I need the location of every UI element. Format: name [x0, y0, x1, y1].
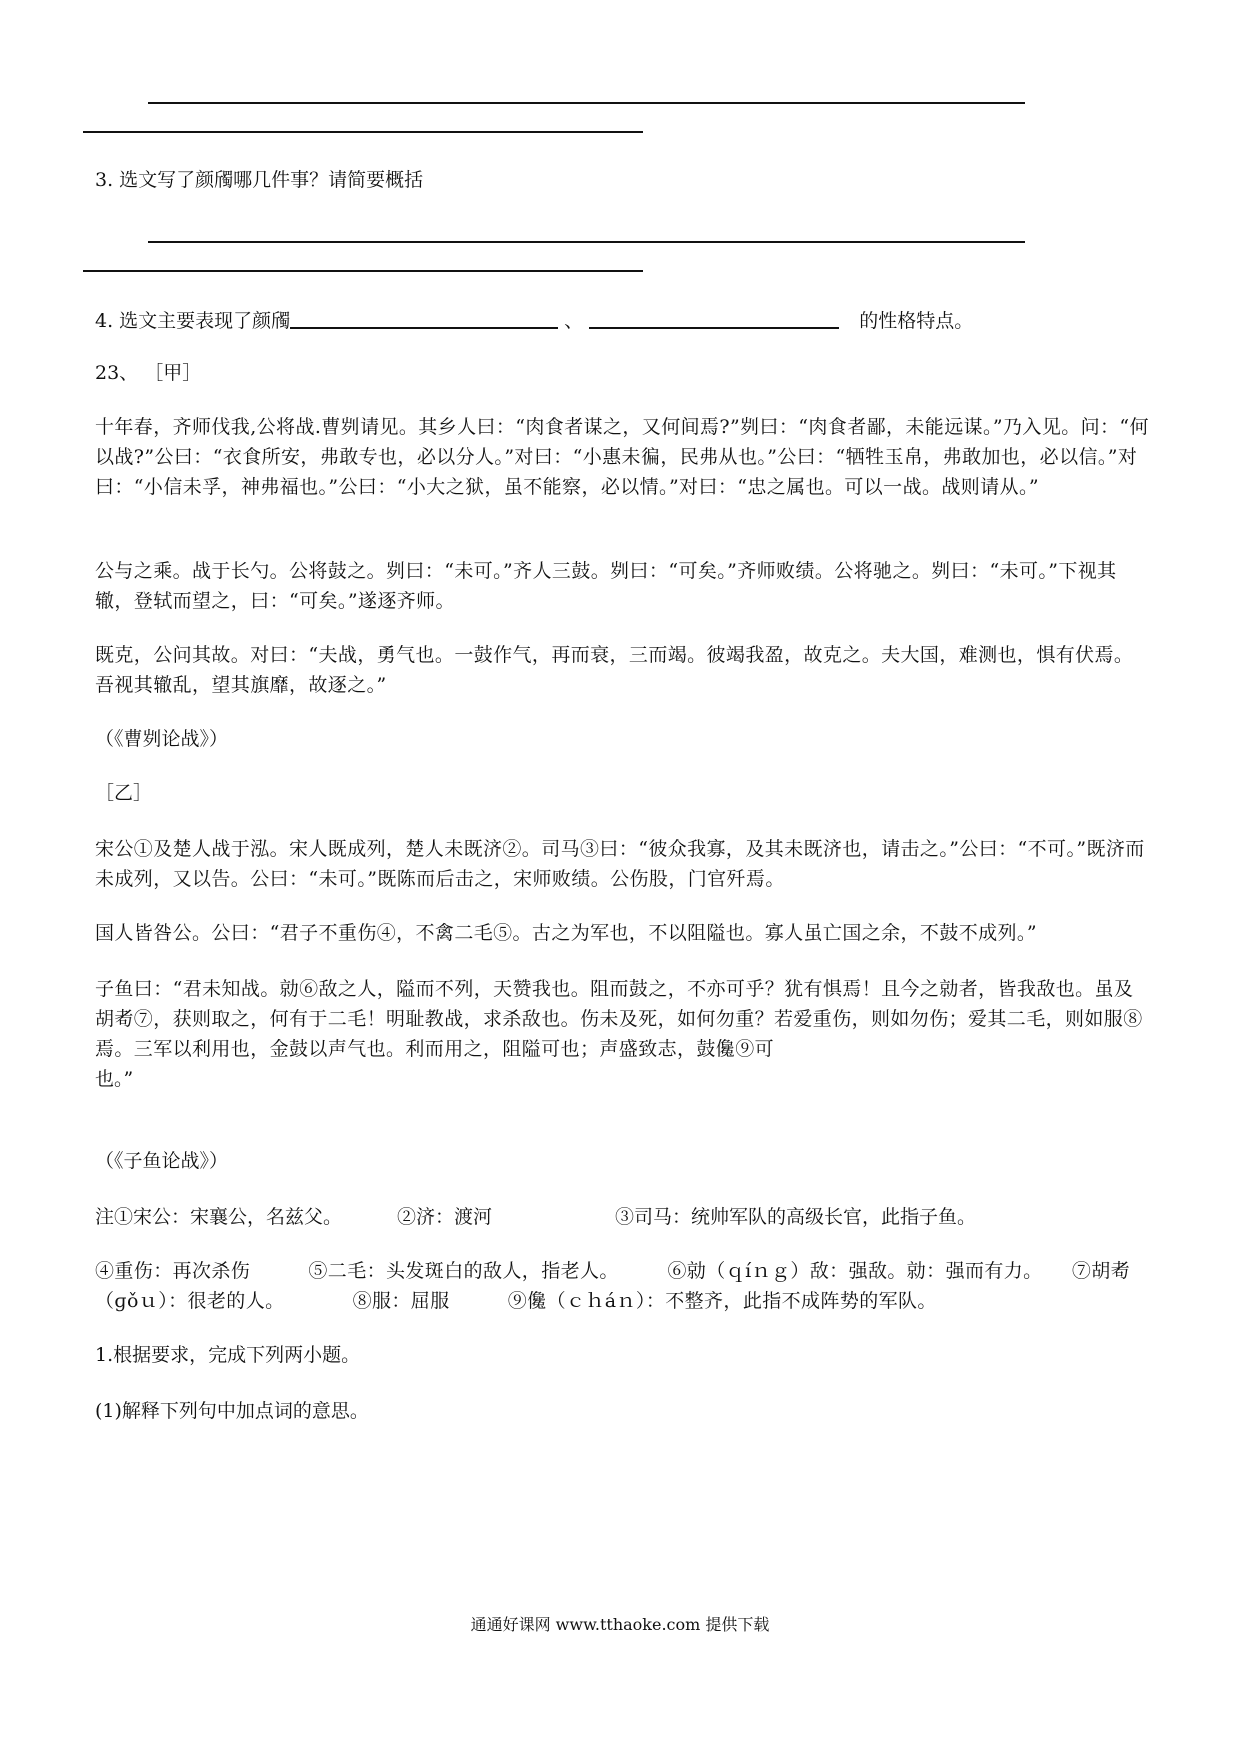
note-2: ②济：渡河: [397, 1206, 493, 1228]
page-footer: 通通好课网 www.tthaoke.com 提供下载: [470, 1615, 770, 1634]
jia-source: （《曹刿论战》）: [95, 728, 229, 750]
question-4-separator: 、: [564, 310, 584, 332]
question-4-prefix: 4. 选文主要表现了颜斶: [95, 310, 291, 332]
note-3: ③司马：统帅军队的高级长官，此指子鱼。: [615, 1206, 977, 1228]
jia-paragraph: 十年春，齐师伐我,公将战.曹刿请见。其乡人曰：“肉食者谋之，又何间焉?”刿曰：“肉食者鄙，未能远谋。”乃入见。问：“何以战?”公曰：“衣食所安，弗敢专也，必以分人。”对曰：“小惠未徧，民弗从也。”公曰：“牺牲玉帛，弗敢加也，必以信。”对曰：“小信未孚，神弗福也。”公曰：“小大之狱，虽不能察，必以情。”对曰：“忠之属也。可以一战。战则请从。”: [95, 416, 1149, 498]
answer-line: [83, 270, 643, 272]
notes-line-2: ④重伤：再次杀伤 ⑤二毛：头发斑白的敌人，指老人。 ⑥勍（ｑíｎｇ）敌：强敌。勍：强而有力。 ⑦胡耇（ɡǒｕ）：很老的人。 ⑧服：屈服 ⑨儳（ｃｈáｎ）：不整齐，此指不成阵势的军队。: [95, 1260, 1131, 1312]
yi-paragraph: 国人皆咎公。公曰：“君子不重伤④，不禽二毛⑤。古之为军也，不以阻隘也。寡人虽亡国之余，不鼓不成列。”: [95, 922, 1037, 944]
note-1: 注①宋公：宋襄公，名兹父。: [95, 1206, 343, 1228]
jia-paragraph: 公与之乘。战于长勺。公将鼓之。刿曰：“未可。”齐人三鼓。刿曰：“可矣。”齐师败绩。公将驰之。刿曰：“未可。”下视其辙，登轼而望之，曰：“可矣。”遂逐齐师。: [95, 560, 1117, 612]
question-4: [95, 305, 973, 336]
answer-blank: [290, 305, 558, 329]
answer-blank: [589, 305, 839, 329]
question-1-sub: (1)解释下列句中加点词的意思。: [95, 1400, 369, 1422]
yi-source: （《子鱼论战》）: [95, 1150, 229, 1172]
answer-line: [83, 131, 643, 133]
question-4-suffix: 的性格特点。: [859, 310, 974, 332]
question-23-label: 23、 ［甲］: [95, 362, 202, 384]
answer-line: [148, 241, 1025, 243]
yi-paragraph-tail: 也。”: [95, 1068, 134, 1090]
yi-paragraph: 子鱼曰：“君未知战。勍⑥敌之人，隘而不列，天赞我也。阻而鼓之，不亦可乎？犹有惧焉！且今之勍者，皆我敌也。虽及胡耇⑦，获则取之，何有于二毛！明耻教战，求杀敌也。伤未及死，如何勿重？若爱重伤，则如勿伤；爱其二毛，则如服⑧焉。三军以利用也，金鼓以声气也。利而用之，阻隘可也；声盛致志，鼓儳⑨可: [95, 978, 1143, 1060]
question-3: 3. 选文写了颜斶哪几件事？请简要概括: [95, 169, 424, 191]
jia-paragraph: 既克，公问其故。对曰：“夫战，勇气也。一鼓作气，再而衰，三而竭。彼竭我盈，故克之。夫大国，难测也，惧有伏焉。吾视其辙乱，望其旗靡，故逐之。”: [95, 644, 1134, 696]
answer-line: [148, 102, 1025, 104]
yi-label: ［乙］: [95, 782, 153, 804]
question-1: 1.根据要求，完成下列两小题。: [95, 1344, 361, 1366]
yi-paragraph: 宋公①及楚人战于泓。宋人既成列，楚人未既济②。司马③曰：“彼众我寡，及其未既济也，请击之。”公曰：“不可。”既济而未成列，又以告。公曰：“未可。”既陈而后击之，宋师败绩。公伤股，门官歼焉。: [95, 838, 1145, 890]
